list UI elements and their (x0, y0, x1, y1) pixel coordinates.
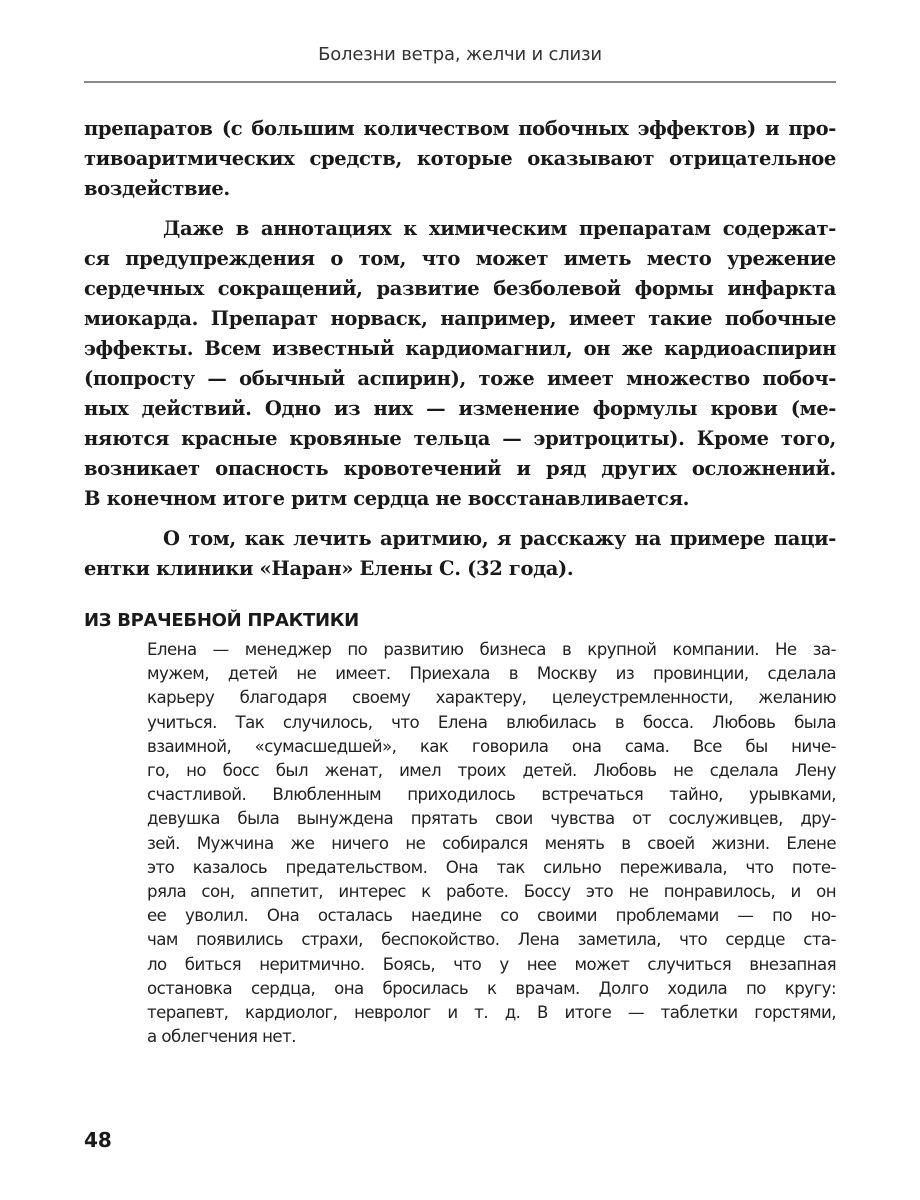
case-study-text (147, 638, 836, 1049)
text-line: В конечном итоге ритм сердца не восстанавливается. (84, 487, 690, 510)
text-line: воздействие. (84, 177, 230, 200)
paragraph (84, 114, 836, 204)
text-line: препаратов (с большим количеством побочных эффектов) и про- (84, 117, 836, 140)
text-line: карьеру благодаря своему характеру, целеустремленности, желанию (147, 688, 836, 708)
text-line: Елена — менеджер по развитию бизнеса в крупной компании. Не за- (147, 640, 836, 659)
text-line: ся предупреждения о том, что может иметь место урежение (84, 247, 836, 270)
header-rule (84, 81, 836, 83)
text-line: Даже в аннотациях к химическим препаратам содержат- (163, 217, 836, 240)
text-line: ряла сон, аппетит, интерес к работе. Боссу это не понравилось, и он (147, 882, 836, 902)
running-head: Болезни ветра, желчи и слизи (318, 44, 602, 65)
text-line: тивоаритмических средств, которые оказывают отрицательное (84, 147, 836, 170)
text-line: терапевт, кардиолог, невролог и т. д. В итоге — таблетки горстями, (147, 1003, 836, 1023)
page-number: 48 (84, 1128, 112, 1152)
text-line: го, но босс был женат, имел троих детей. Любовь не сделала Лену (147, 761, 836, 781)
text-line: няются красные кровяные тельца — эритроциты). Кроме того, (84, 427, 836, 450)
text-line: возникает опасность кровотечений и ряд других осложнений. (84, 457, 836, 480)
text-line: учиться. Так случилось, что Елена влюбилась в босса. Любовь была (147, 712, 836, 732)
text-line: сердечных сокращений, развитие безболевой формы инфаркта (84, 277, 836, 300)
text-line: миокарда. Препарат норваск, например, имеет такие побочные (84, 307, 836, 330)
text-line: ее уволил. Она осталась наедине со своими проблемами — по но- (147, 906, 836, 926)
text-line: ло биться неритмично. Боясь, что у нее может случиться внезапная (147, 954, 836, 974)
text-line: девушка была вынуждена прятать свои чувства от сослуживцев, дру- (147, 809, 836, 829)
paragraph (84, 214, 836, 514)
text-line: (попросту — обычный аспирин), тоже имеет множество побоч- (84, 367, 836, 390)
text-line: а облегчения нет. (147, 1027, 296, 1047)
text-line: эффекты. Всем известный кардиомагнил, он же кардиоаспирин (84, 337, 836, 360)
text-line: счастливой. Влюбленным приходилось встречаться тайно, урывками, (147, 785, 836, 805)
text-line: ентки клиники «Наран» Елены С. (32 года). (84, 557, 574, 580)
text-line: ных действий. Одно из них — изменение формулы крови (ме- (84, 397, 836, 420)
main-text (84, 114, 836, 594)
text-line: О том, как лечить аритмию, я расскажу на примере паци- (163, 527, 836, 550)
text-line: взаимной, «сумасшедшей», как говорила она сама. Все бы ниче- (147, 736, 836, 756)
case-heading: ИЗ ВРАЧЕБНОЙ ПРАКТИКИ (84, 610, 359, 631)
text-line: мужем, детей не имеет. Приехала в Москву из провинции, сделала (147, 664, 836, 684)
text-line: это казалось предательством. Она так сильно переживала, что поте- (147, 857, 836, 877)
text-line: зей. Мужчина же ничего не собирался менять в своей жизни. Елене (147, 833, 836, 853)
text-line: чам появились страхи, беспокойство. Лена заметила, что сердце ста- (147, 930, 836, 950)
paragraph (84, 524, 836, 584)
text-line: остановка сердца, она бросилась к врачам. Долго ходила по кругу: (147, 978, 836, 998)
